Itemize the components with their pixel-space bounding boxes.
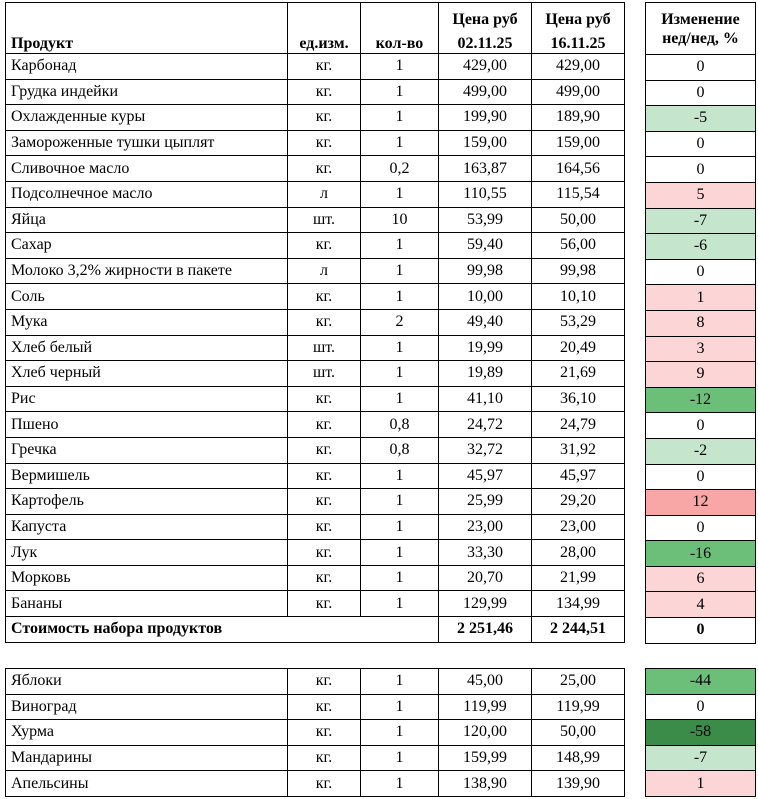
table-row	[6, 258, 625, 284]
price2-cell: 23,00	[532, 514, 625, 540]
change-cell: 0	[646, 80, 756, 106]
product-name: Бананы	[6, 591, 288, 617]
change-cell: 0	[646, 464, 756, 490]
change-cell: -44	[646, 669, 756, 695]
price2-cell: 99,98	[532, 258, 625, 284]
table-row	[6, 694, 625, 720]
table-row	[6, 591, 625, 617]
unit-cell: кг.	[288, 720, 361, 746]
unit-cell: кг.	[288, 565, 361, 591]
unit-cell: кг.	[288, 463, 361, 489]
table-row	[6, 437, 625, 463]
change-cell: 3	[646, 336, 756, 362]
change-row	[646, 310, 756, 336]
product-name: Хлеб белый	[6, 335, 288, 361]
change-cell: 1	[646, 285, 756, 311]
price2-cell: 21,99	[532, 565, 625, 591]
unit-cell: кг.	[288, 79, 361, 105]
change-row	[646, 694, 756, 720]
price1-cell: 33,30	[439, 540, 532, 566]
header-qty-top	[361, 3, 439, 30]
price2-cell: 29,20	[532, 489, 625, 515]
table-row	[6, 156, 625, 182]
price2-cell: 36,10	[532, 386, 625, 412]
unit-cell: кг.	[288, 284, 361, 310]
change-row	[646, 55, 756, 81]
change-row	[646, 157, 756, 183]
price2-cell: 119,99	[532, 694, 625, 720]
price1-cell: 129,99	[439, 591, 532, 617]
price1-cell: 45,00	[439, 669, 532, 695]
product-name: Молоко 3,2% жирности в пакете	[6, 258, 288, 284]
price2-cell: 189,90	[532, 105, 625, 131]
change-cell: -6	[646, 234, 756, 260]
price2-cell: 134,99	[532, 591, 625, 617]
price1-cell: 41,10	[439, 386, 532, 412]
unit-cell: кг.	[288, 105, 361, 131]
change-row	[646, 106, 756, 132]
qty-cell: 0,8	[361, 412, 439, 438]
change-row	[646, 387, 756, 413]
unit-cell: кг.	[288, 489, 361, 515]
change-cell: 0	[646, 694, 756, 720]
change-row	[646, 362, 756, 388]
price1-cell: 159,99	[439, 745, 532, 771]
qty-cell: 1	[361, 463, 439, 489]
product-name: Мука	[6, 309, 288, 335]
unit-cell: кг.	[288, 745, 361, 771]
qty-cell: 1	[361, 54, 439, 80]
price2-cell: 148,99	[532, 745, 625, 771]
change-cell: 9	[646, 362, 756, 388]
table-row	[6, 105, 625, 131]
change-cell: 0	[646, 259, 756, 285]
table-row	[6, 284, 625, 310]
change-row	[646, 515, 756, 541]
total-label: Стоимость набора продуктов	[6, 617, 439, 643]
qty-cell: 1	[361, 720, 439, 746]
table-row	[6, 309, 625, 335]
price1-cell: 19,99	[439, 335, 532, 361]
table-row	[6, 540, 625, 566]
product-name: Лук	[6, 540, 288, 566]
price2-cell: 21,69	[532, 361, 625, 387]
unit-cell: кг.	[288, 669, 361, 695]
header-product: Продукт	[6, 29, 288, 54]
table-row	[6, 489, 625, 515]
unit-cell: л	[288, 258, 361, 284]
unit-cell: кг.	[288, 540, 361, 566]
price2-cell: 499,00	[532, 79, 625, 105]
change-cell: 12	[646, 490, 756, 516]
change-cell: -7	[646, 208, 756, 234]
product-name: Подсолнечное масло	[6, 181, 288, 207]
qty-cell: 1	[361, 540, 439, 566]
product-name: Карбонад	[6, 54, 288, 80]
price1-cell: 110,55	[439, 181, 532, 207]
product-name: Картофель	[6, 489, 288, 515]
header-change	[646, 3, 756, 55]
change-cell: 5	[646, 182, 756, 208]
unit-cell: кг.	[288, 54, 361, 80]
change-row	[646, 566, 756, 592]
unit-cell: кг.	[288, 771, 361, 797]
product-name: Капуста	[6, 514, 288, 540]
product-name: Соль	[6, 284, 288, 310]
change-row	[646, 720, 756, 746]
unit-cell: шт.	[288, 335, 361, 361]
table-row	[6, 54, 625, 80]
change-row	[646, 771, 756, 797]
product-name: Морковь	[6, 565, 288, 591]
price1-cell: 23,00	[439, 514, 532, 540]
change-row	[646, 490, 756, 516]
product-name: Грудка индейки	[6, 79, 288, 105]
product-name: Мандарины	[6, 745, 288, 771]
price2-cell: 24,79	[532, 412, 625, 438]
change-row	[646, 438, 756, 464]
qty-cell: 1	[361, 591, 439, 617]
product-name: Виноград	[6, 694, 288, 720]
total-row	[6, 617, 625, 643]
product-name: Сливочное масло	[6, 156, 288, 182]
qty-cell: 1	[361, 181, 439, 207]
unit-cell: кг.	[288, 437, 361, 463]
price2-cell: 139,90	[532, 771, 625, 797]
header-price2-label: Цена руб	[532, 3, 625, 30]
unit-cell: кг.	[288, 412, 361, 438]
price1-cell: 119,99	[439, 694, 532, 720]
unit-cell: кг.	[288, 386, 361, 412]
product-name: Пшено	[6, 412, 288, 438]
qty-cell: 1	[361, 105, 439, 131]
price1-cell: 53,99	[439, 207, 532, 233]
qty-cell: 1	[361, 335, 439, 361]
table-row	[6, 207, 625, 233]
change-cell: 0	[646, 157, 756, 183]
table-row	[6, 386, 625, 412]
change-row	[646, 182, 756, 208]
change-cell: -2	[646, 438, 756, 464]
product-name: Сахар	[6, 233, 288, 259]
table-row	[6, 720, 625, 746]
product-name: Охлажденные куры	[6, 105, 288, 131]
product-name: Хлеб черный	[6, 361, 288, 387]
unit-cell: кг.	[288, 514, 361, 540]
qty-cell: 1	[361, 745, 439, 771]
change-row	[646, 80, 756, 106]
price2-cell: 50,00	[532, 207, 625, 233]
change-cell: 0	[646, 55, 756, 81]
product-name: Яйца	[6, 207, 288, 233]
total-price2: 2 244,51	[532, 617, 625, 643]
change-cell: -16	[646, 541, 756, 567]
change-row	[646, 259, 756, 285]
header-price1-label: Цена руб	[439, 3, 532, 30]
header-change-line1: Изменение	[661, 10, 740, 28]
product-name: Гречка	[6, 437, 288, 463]
qty-cell: 1	[361, 669, 439, 695]
qty-cell: 0,2	[361, 156, 439, 182]
qty-cell: 1	[361, 489, 439, 515]
change-row	[646, 208, 756, 234]
change-cell: 0	[646, 413, 756, 439]
price1-cell: 163,87	[439, 156, 532, 182]
header-price2-date: 16.11.25	[532, 29, 625, 54]
table-row	[6, 565, 625, 591]
price-table	[5, 2, 625, 643]
qty-cell: 1	[361, 130, 439, 156]
price2-cell: 429,00	[532, 54, 625, 80]
price2-cell: 164,56	[532, 156, 625, 182]
unit-cell: кг.	[288, 156, 361, 182]
price2-cell: 25,00	[532, 669, 625, 695]
table-row	[6, 669, 625, 695]
qty-cell: 1	[361, 386, 439, 412]
product-name: Вермишель	[6, 463, 288, 489]
qty-cell: 1	[361, 694, 439, 720]
unit-cell: кг.	[288, 591, 361, 617]
qty-cell: 1	[361, 514, 439, 540]
table-row	[6, 79, 625, 105]
change-table	[645, 2, 756, 644]
change-cell: -5	[646, 106, 756, 132]
qty-cell: 1	[361, 361, 439, 387]
change-row	[646, 745, 756, 771]
change-cell: 1	[646, 771, 756, 797]
unit-cell: кг.	[288, 309, 361, 335]
qty-cell: 1	[361, 258, 439, 284]
qty-cell: 1	[361, 233, 439, 259]
change-cell: 8	[646, 310, 756, 336]
unit-cell: кг.	[288, 694, 361, 720]
table-row	[6, 771, 625, 797]
header-unit: ед.изм.	[288, 29, 361, 54]
price1-cell: 59,40	[439, 233, 532, 259]
qty-cell: 1	[361, 771, 439, 797]
price1-cell: 120,00	[439, 720, 532, 746]
unit-cell: кг.	[288, 130, 361, 156]
price2-cell: 50,00	[532, 720, 625, 746]
qty-cell: 0,8	[361, 437, 439, 463]
change-cell: 6	[646, 566, 756, 592]
change-cell: -12	[646, 387, 756, 413]
header-product-top	[6, 3, 288, 30]
price1-cell: 499,00	[439, 79, 532, 105]
price1-cell: 45,97	[439, 463, 532, 489]
price1-cell: 138,90	[439, 771, 532, 797]
price1-cell: 159,00	[439, 130, 532, 156]
price1-cell: 24,72	[439, 412, 532, 438]
product-name: Апельсины	[6, 771, 288, 797]
price2-cell: 159,00	[532, 130, 625, 156]
price2-cell: 56,00	[532, 233, 625, 259]
price2-cell: 31,92	[532, 437, 625, 463]
change-row	[646, 413, 756, 439]
price1-cell: 10,00	[439, 284, 532, 310]
price1-cell: 199,90	[439, 105, 532, 131]
unit-cell: кг.	[288, 233, 361, 259]
change-cell: 0	[646, 131, 756, 157]
table-row	[6, 233, 625, 259]
qty-cell: 2	[361, 309, 439, 335]
header-price1-date: 02.11.25	[439, 29, 532, 54]
change-row	[646, 131, 756, 157]
change-row	[646, 669, 756, 695]
change-row	[646, 541, 756, 567]
product-name: Яблоки	[6, 669, 288, 695]
change-row	[646, 285, 756, 311]
price2-cell: 115,54	[532, 181, 625, 207]
header-unit-top	[288, 3, 361, 30]
header-change-line2: нед/нед, %	[662, 29, 739, 47]
change-cell: 4	[646, 592, 756, 618]
price1-cell: 429,00	[439, 54, 532, 80]
qty-cell: 1	[361, 79, 439, 105]
table-row	[6, 361, 625, 387]
change-row	[646, 464, 756, 490]
table-row	[6, 130, 625, 156]
price1-cell: 20,70	[439, 565, 532, 591]
price1-cell: 49,40	[439, 309, 532, 335]
fruit-table	[5, 668, 625, 797]
header-qty: кол-во	[361, 29, 439, 54]
change-row	[646, 592, 756, 618]
total-price1: 2 251,46	[439, 617, 532, 643]
change-row	[646, 234, 756, 260]
price1-cell: 99,98	[439, 258, 532, 284]
price2-cell: 10,10	[532, 284, 625, 310]
unit-cell: л	[288, 181, 361, 207]
price2-cell: 20,49	[532, 335, 625, 361]
product-name: Хурма	[6, 720, 288, 746]
table-row	[6, 412, 625, 438]
unit-cell: шт.	[288, 361, 361, 387]
table-row	[6, 463, 625, 489]
fruit-change-table	[645, 668, 756, 797]
price1-cell: 19,89	[439, 361, 532, 387]
price2-cell: 53,29	[532, 309, 625, 335]
product-name: Рис	[6, 386, 288, 412]
table-row	[6, 514, 625, 540]
change-row	[646, 336, 756, 362]
price2-cell: 45,97	[532, 463, 625, 489]
price1-cell: 32,72	[439, 437, 532, 463]
qty-cell: 10	[361, 207, 439, 233]
table-row	[6, 181, 625, 207]
table-row	[6, 335, 625, 361]
change-cell: -58	[646, 720, 756, 746]
change-cell: 0	[646, 515, 756, 541]
total-change: 0	[646, 618, 756, 644]
table-row	[6, 745, 625, 771]
price1-cell: 25,99	[439, 489, 532, 515]
total-change-row	[646, 618, 756, 644]
change-cell: -7	[646, 745, 756, 771]
unit-cell: шт.	[288, 207, 361, 233]
price2-cell: 28,00	[532, 540, 625, 566]
product-name: Замороженные тушки цыплят	[6, 130, 288, 156]
qty-cell: 1	[361, 284, 439, 310]
qty-cell: 1	[361, 565, 439, 591]
